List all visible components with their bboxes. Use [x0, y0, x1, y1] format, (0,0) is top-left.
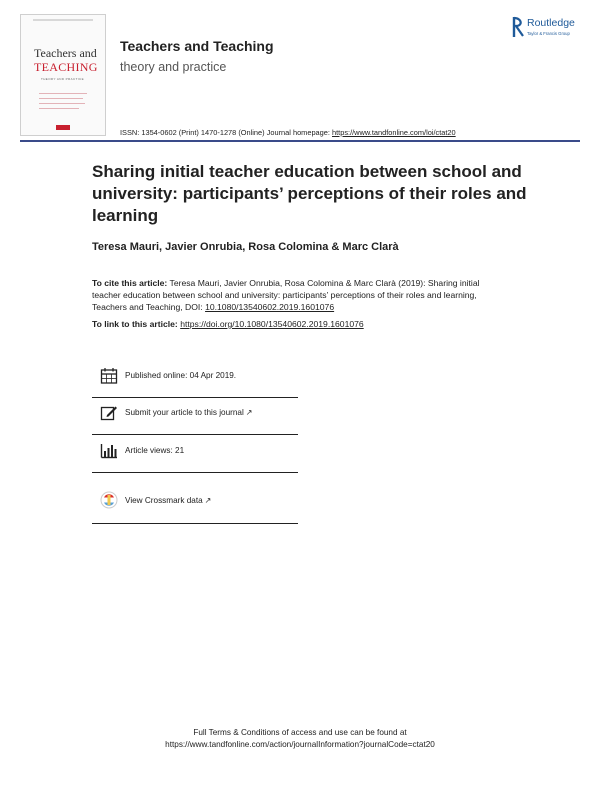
- article-title: Sharing initial teacher education between school and university: participants’ perceptions of their roles and learning: [92, 162, 527, 225]
- citation-block: [92, 277, 508, 313]
- journal-homepage-link[interactable]: https://www.tandfonline.com/loi/ctat20: [332, 128, 456, 137]
- cover-publisher-logo: [56, 125, 70, 130]
- publisher-logo: [512, 16, 592, 44]
- cover-title-line2: TEACHING: [34, 60, 98, 74]
- submit-article-link[interactable]: [125, 408, 252, 417]
- cover-rule: [39, 98, 83, 99]
- footer-terms-text: Full Terms & Conditions of access and use can be found at: [193, 728, 407, 737]
- journal-subtitle: theory and practice: [120, 60, 227, 74]
- journal-cover-image: [20, 14, 106, 136]
- crossmark-label: View Crossmark data: [125, 496, 203, 505]
- edit-icon: [100, 404, 118, 422]
- published-row: [92, 361, 298, 398]
- footer-terms-link[interactable]: https://www.tandfonline.com/action/journalInformation?journalCode=ctat20: [165, 740, 435, 749]
- published-date: Published online: 04 Apr 2019.: [125, 371, 237, 380]
- calendar-icon: [100, 367, 118, 385]
- cover-header-line: [33, 19, 93, 21]
- bar-chart-icon: [100, 442, 118, 460]
- crossmark-row[interactable]: [92, 485, 298, 524]
- article-link-line: [92, 319, 364, 329]
- article-views: Article views: 21: [125, 446, 185, 455]
- article-authors: Teresa Mauri, Javier Onrubia, Rosa Colomina & Marc Clarà: [92, 241, 399, 253]
- footer: [0, 727, 600, 751]
- cover-subtitle: THEORY AND PRACTICE: [41, 77, 84, 81]
- header-divider: [20, 140, 580, 142]
- journal-title: Teachers and Teaching: [120, 38, 274, 54]
- citation-text: Teresa Mauri, Javier Onrubia, Rosa Colomina & Marc Clarà (2019): Sharing initial teacher education between school and university: participants’ perceptions of their roles and learning, Teachers and Teaching, DOI:: [92, 278, 480, 312]
- article-doi-link[interactable]: https://doi.org/10.1080/13540602.2019.1601076: [180, 319, 364, 329]
- cover-title-line1: Teachers and: [34, 46, 97, 60]
- submit-label: Submit your article to this journal: [125, 408, 244, 417]
- crossmark-link[interactable]: [125, 496, 211, 505]
- link-label: To link to this article:: [92, 319, 178, 329]
- citation-doi-link[interactable]: 10.1080/13540602.2019.1601076: [205, 302, 335, 312]
- cover-rule: [39, 103, 85, 104]
- publisher-tagline: Taylor & Francis Group: [527, 31, 570, 36]
- views-row: [92, 436, 298, 473]
- routledge-logo-icon: [512, 16, 526, 38]
- cover-rule: [39, 93, 87, 94]
- cover-rule: [39, 108, 79, 109]
- submit-row[interactable]: [92, 398, 298, 435]
- crossmark-icon: [100, 491, 118, 509]
- publisher-name: Routledge: [527, 17, 575, 29]
- external-link-icon: ↗: [245, 408, 253, 417]
- issn-line: [120, 128, 456, 137]
- issn-text: ISSN: 1354-0602 (Print) 1470-1278 (Online) Journal homepage:: [120, 128, 330, 137]
- citation-label: To cite this article:: [92, 278, 168, 288]
- external-link-icon: ↗: [204, 496, 212, 505]
